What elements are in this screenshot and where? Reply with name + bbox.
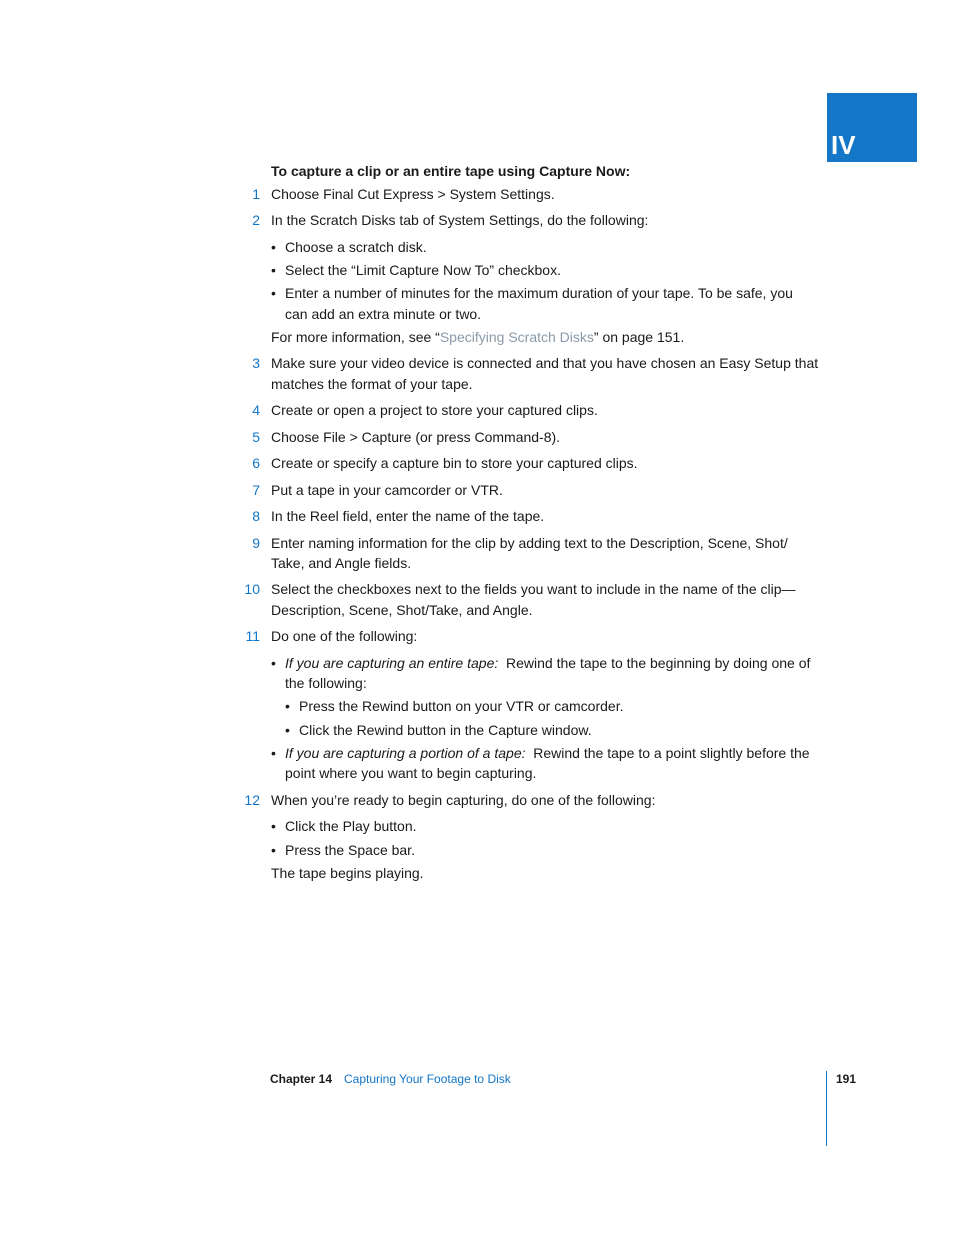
step-number: 9 [252,535,260,551]
step-number: 2 [252,212,260,228]
procedure-heading: To capture a clip or an entire tape using Capture Now: [271,163,631,179]
step-text: Make sure your video device is connected and that you have chosen an Easy Setup that [271,355,819,371]
step-text: When you’re ready to begin capturing, do one of the following: [271,792,656,808]
result-note: The tape begins playing. [271,865,424,881]
specifying-scratch-disks-link[interactable]: Specifying Scratch Disks [439,329,594,345]
step-number: 7 [252,482,260,498]
step-text: Description, Scene, Shot/Take, and Angle. [271,602,533,618]
step-text: In the Reel field, enter the name of the tape. [271,508,545,524]
list-item-continued: point where you want to begin capturing. [285,765,537,781]
italic-lead-in: If you are capturing a portion of a tape: [285,745,526,761]
part-tab-label: IV [831,130,856,160]
step-text: Create or specify a capture bin to store your captured clips. [271,455,638,471]
list-item-text: Rewind the tape to a point slightly before the [533,745,810,761]
list-item [285,743,810,763]
bullet: • [271,285,276,301]
list-item: Press the Space bar. [285,842,415,858]
step-number: 4 [252,402,260,418]
bullet: • [271,239,276,255]
step-text: Choose Final Cut Express > System Settings. [271,186,555,202]
step-text: Select the checkboxes next to the fields you want to include in the name of the clip— [271,581,796,597]
list-item: Click the Play button. [285,818,417,834]
step-number: 8 [252,508,260,524]
step-text: In the Scratch Disks tab of System Settings, do the following: [271,212,649,228]
cross-reference-note [271,327,684,347]
step-number: 3 [252,355,260,371]
step-text: Choose File > Capture (or press Command-8). [271,429,561,445]
step-text: Do one of the following: [271,628,418,644]
step-number: 11 [245,628,260,644]
step-number: 1 [252,186,260,202]
footer-divider [826,1071,827,1146]
step-text: Enter naming information for the clip by adding text to the Description, Scene, Shot/ [271,535,788,551]
bullet: • [285,698,290,714]
step-number: 5 [252,429,260,445]
part-tab [827,93,917,162]
step-text: Put a tape in your camcorder or VTR. [271,482,503,498]
bullet: • [271,818,276,834]
list-item: Choose a scratch disk. [285,239,427,255]
sub-list-item: Click the Rewind button in the Capture window. [299,722,592,738]
note-text: For more information, see “ [271,329,440,345]
bullet: • [271,745,276,761]
italic-lead-in: If you are capturing an entire tape: [285,655,499,671]
step-number: 10 [244,581,260,597]
step-text: matches the format of your tape. [271,376,473,392]
step-text: Take, and Angle fields. [271,555,412,571]
list-item-continued: can add an extra minute or two. [285,306,482,322]
step-number: 12 [244,792,260,808]
footer-chapter: Chapter 14 [270,1072,333,1086]
list-item-continued: the following: [285,675,367,691]
bullet: • [285,722,290,738]
list-item [285,653,810,673]
sub-list-item: Press the Rewind button on your VTR or camcorder. [299,698,624,714]
bullet: • [271,842,276,858]
page-number: 191 [836,1072,857,1086]
bullet: • [271,655,276,671]
footer-chapter-title-link[interactable]: Capturing Your Footage to Disk [344,1072,511,1086]
note-text: ” on page 151. [593,329,685,345]
list-item: Enter a number of minutes for the maximum duration of your tape. To be safe, you [285,285,793,301]
bullet: • [271,262,276,278]
list-item-text: Rewind the tape to the beginning by doing one of [506,655,811,671]
step-number: 6 [252,455,260,471]
list-item: Select the “Limit Capture Now To” checkbox. [285,262,561,278]
step-text: Create or open a project to store your captured clips. [271,402,598,418]
